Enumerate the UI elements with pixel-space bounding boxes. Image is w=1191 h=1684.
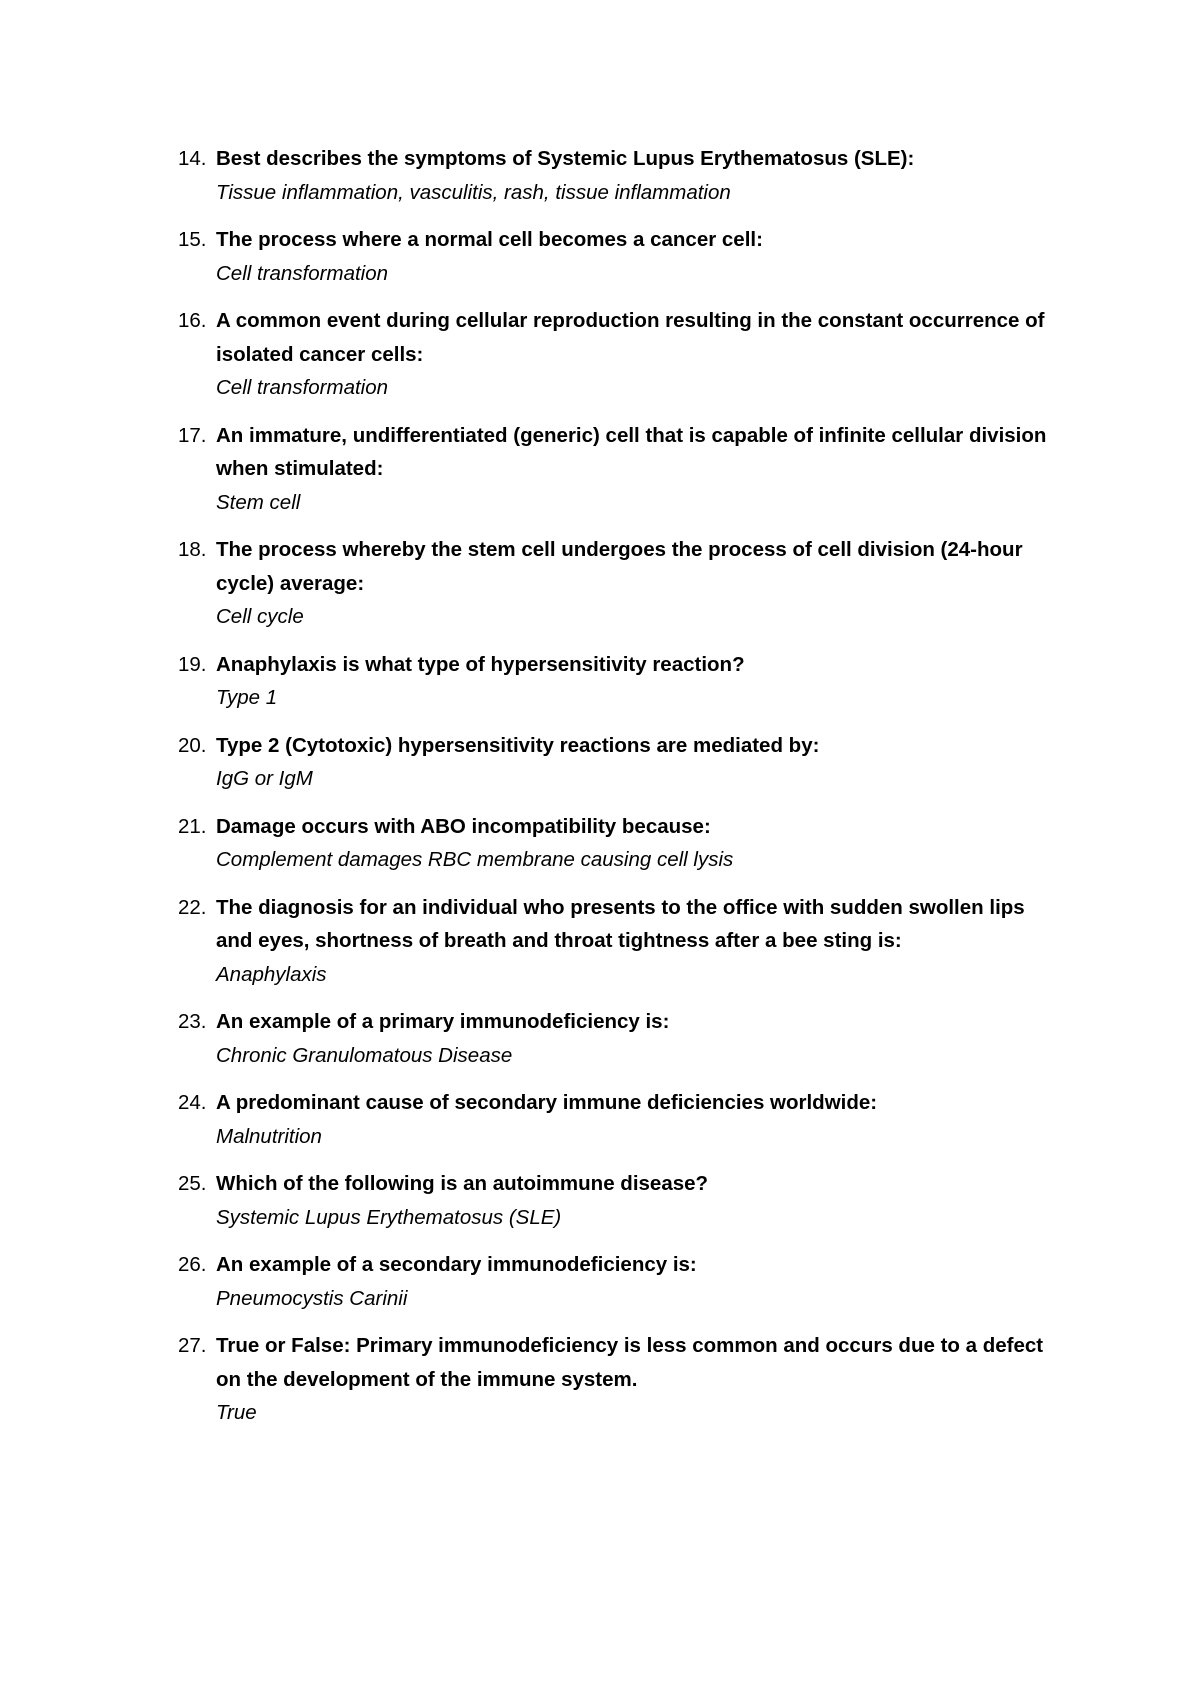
list-item [178,1248,1058,1315]
list-item [178,1005,1058,1072]
question-text: Which of the following is an autoimmune disease? [216,1172,709,1195]
question-number: 14. [178,147,207,170]
list-item [178,648,1058,715]
question-number: 22. [178,895,207,919]
question-answer-list [178,142,1058,1444]
question-text: An immature, undifferentiated (generic) cell that is capable of infinite cellular division when stimulated: [216,423,1047,480]
answer-text: Tissue inflammation, vasculitis, rash, tissue inflammation [216,180,731,204]
question-text: True or False: Primary immunodeficiency is less common and occurs due to a defect on the development of the immune system. [216,1334,1044,1391]
list-item [178,304,1058,405]
list-item [178,419,1058,520]
list-item [178,533,1058,634]
question-text: A common event during cellular reproduction resulting in the constant occurrence of isolated cancer cells: [216,309,1045,366]
answer-text: Malnutrition [216,1124,322,1148]
question-number: 19. [178,652,207,676]
list-item [178,223,1058,290]
question-number: 24. [178,1091,207,1114]
answer-text: IgG or IgM [216,767,313,790]
question-number: 16. [178,309,207,332]
answer-text: Pneumocystis Carinii [216,1286,408,1310]
question-text: Type 2 (Cytotoxic) hypersensitivity reactions are mediated by: [216,733,820,757]
question-text: The diagnosis for an individual who presents to the office with sudden swollen lips and eyes, shortness of breath and throat tightness after a bee sting is: [216,895,1025,952]
question-number: 21. [178,814,207,838]
answer-text: Cell transformation [216,376,389,399]
list-item [178,142,1058,209]
question-number: 15. [178,228,207,251]
question-number: 25. [178,1172,207,1195]
list-item [178,1329,1058,1430]
list-item [178,1086,1058,1153]
answer-text: Systemic Lupus Erythematosus (SLE) [216,1205,562,1229]
answer-text: Stem cell [216,490,301,514]
question-text: The process where a normal cell becomes a cancer cell: [216,228,763,251]
question-text: Damage occurs with ABO incompatibility because: [216,814,711,838]
question-text: The process whereby the stem cell undergoes the process of cell division (24-hour cycle) average: [216,538,1023,595]
question-number: 23. [178,1010,207,1033]
list-item [178,810,1058,877]
list-item [178,1167,1058,1234]
answer-text: Cell cycle [216,605,304,628]
question-text: An example of a secondary immunodeficiency is: [216,1253,697,1276]
answer-text: Complement damages RBC membrane causing cell lysis [216,848,734,871]
question-text: Anaphylaxis is what type of hypersensitivity reaction? [216,652,745,676]
question-number: 27. [178,1334,207,1357]
answer-text: True [216,1401,257,1424]
question-text: Best describes the symptoms of Systemic Lupus Erythematosus (SLE): [216,147,915,170]
question-text: A predominant cause of secondary immune deficiencies worldwide: [216,1091,878,1114]
question-number: 17. [178,423,207,447]
answer-text: Chronic Granulomatous Disease [216,1043,513,1067]
question-number: 26. [178,1253,207,1276]
question-text: An example of a primary immunodeficiency is: [216,1010,670,1033]
answer-text: Type 1 [216,686,278,709]
answer-text: Cell transformation [216,261,389,285]
list-item [178,729,1058,796]
question-number: 18. [178,538,207,561]
list-item [178,891,1058,992]
answer-text: Anaphylaxis [216,962,327,986]
question-number: 20. [178,733,207,757]
